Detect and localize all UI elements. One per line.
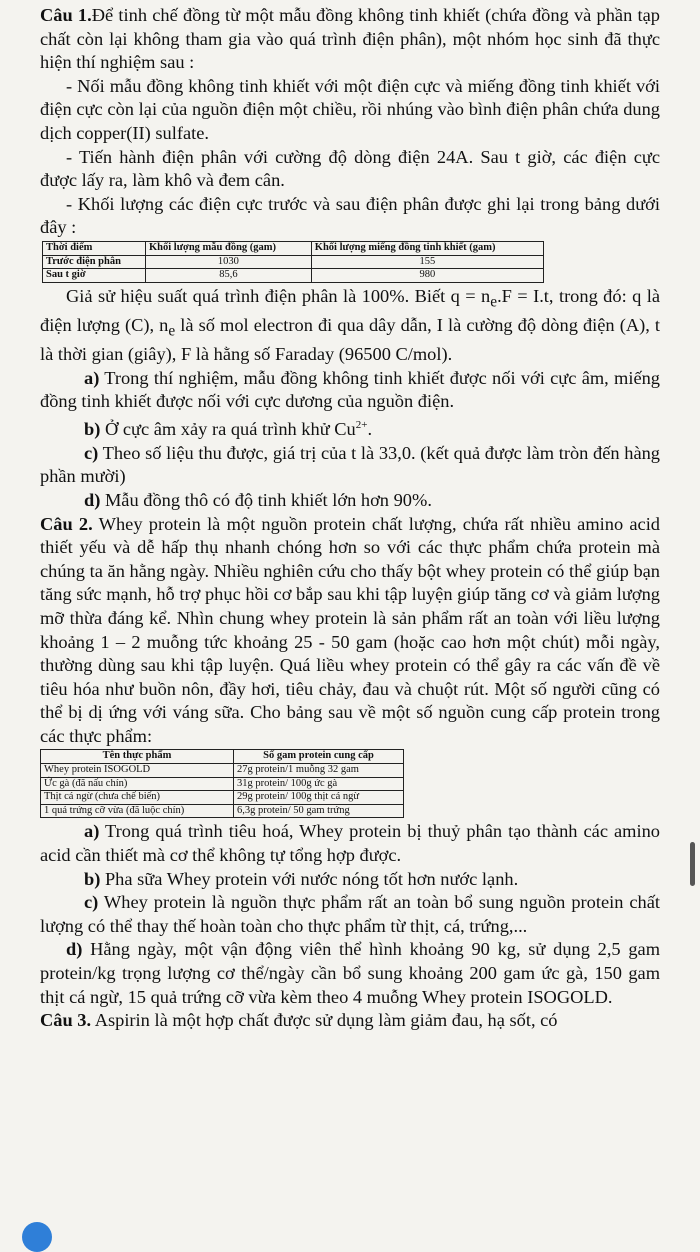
q1-title: Câu 1. — [40, 5, 92, 25]
q1-statement-b: b) Ở cực âm xảy ra quá trình khử $Cu^{2+}$. — [84, 419, 373, 440]
electrode-mass-table — [42, 241, 544, 283]
table-cell: Ức gà (đã nấu chín) — [41, 777, 234, 791]
table-row — [43, 269, 544, 283]
scrollbar-thumb[interactable] — [690, 842, 695, 886]
table-cell: Thịt cá ngừ (chưa chế biến) — [41, 791, 234, 805]
table-cell: Sau t giờ — [43, 269, 146, 283]
q2-title: Câu 2. — [40, 513, 93, 534]
table-cell: 31g protein/ 100g ức gà — [234, 777, 404, 791]
q1-step3: - Khối lượng các điện cực trước và sau điện phân được ghi lại trong bảng dưới đây : — [40, 193, 660, 238]
table-header-row — [41, 750, 404, 764]
table-cell: 1030 — [146, 255, 312, 269]
floating-button[interactable] — [22, 1222, 52, 1252]
table-row — [41, 777, 404, 791]
table-header-cell: Khối lượng mẫu đồng (gam) — [146, 241, 312, 255]
table-header-cell: Thời điểm — [43, 241, 146, 255]
q2-statement-c: c) Whey protein là nguồn thực phẩm rất an toàn bổ sung nguồn protein chất lượng có thể thay thế hoàn toàn cho thực phẩm từ thịt, cá, trứng,... — [40, 892, 660, 936]
table-header-cell: Số gam protein cung cấp — [234, 750, 404, 764]
table-cell: 155 — [311, 255, 543, 269]
table-cell: Trước điện phân — [43, 255, 146, 269]
table-cell: 29g protein/ 100g thịt cá ngừ — [234, 791, 404, 805]
table-row — [41, 791, 404, 805]
table-row — [41, 804, 404, 818]
q3-intro: Câu 3. Aspirin là một hợp chất được sử dụng làm giảm đau, hạ sốt, có — [40, 1010, 558, 1031]
q1-intro: Câu 1.Để tinh chế đồng từ một mẫu đồng không tinh khiết (chứa đồng và phần tạp chất còn lại không tham gia vào quá trình điện phân), một nhóm học sinh đã thực hiện thí nghiệm sau : — [40, 5, 660, 73]
table-cell: 85,6 — [146, 269, 312, 283]
q1-assumption: Giả sử hiệu suất quá trình điện phân là 100%. Biết $q = n_e.F = I.t$, trong đó: q là điện lượng (C), $n_e$ là số mol electron đi qua dây dẫn, I là cường độ dòng điện (A), t là thời gian (giây), F là hằng số Faraday (96500 C/mol). — [40, 285, 660, 365]
q1-statement-d: d) Mẫu đồng thô có độ tinh khiết lớn hơn 90%. — [84, 489, 432, 510]
faraday-formula: $q = n_e.F = I.t$, — [450, 285, 554, 311]
q2-statement-a: a) Trong quá trình tiêu hoá, Whey protein bị thuỷ phân tạo thành các amino acid cần thiết mà cơ thể không tự tổng hợp được. — [40, 821, 660, 866]
q3-title: Câu 3. — [40, 1010, 92, 1031]
table-cell: Whey protein ISOGOLD — [41, 764, 234, 778]
q1-statement-c: c) Theo số liệu thu được, giá trị của t là 33,0. (kết quả được làm tròn đến hàng phần mười) — [40, 442, 660, 487]
table-cell: 1 quả trứng cỡ vừa (đã luộc chín) — [41, 804, 234, 818]
table-cell: 27g protein/1 muỗng 32 gam — [234, 764, 404, 778]
table-cell: 6,3g protein/ 50 gam trứng — [234, 804, 404, 818]
table-cell: 980 — [311, 269, 543, 283]
table-row — [41, 764, 404, 778]
q1-statement-a: a) Trong thí nghiệm, mẫu đồng không tinh khiết được nối với cực âm, miếng đồng tinh khiết được nối với cực dương của nguồn điện. — [40, 367, 660, 412]
table-header-cell: Tên thực phẩm — [41, 750, 234, 764]
q2-statement-b: b) Pha sữa Whey protein với nước nóng tốt hơn nước lạnh. — [84, 868, 519, 889]
q2-intro: Câu 2. Whey protein là một nguồn protein chất lượng, chứa rất nhiều amino acid thiết yếu và dễ hấp thụ nhanh chóng hơn so với các thực phẩm chứa protein mà chúng ta ăn hằng ngày. Nhiều nghiên cứu cho thấy bột whey protein có thể giúp bạn tăng sức mạnh, hỗ trợ phục hồi cơ bắp sau khi tập luyện giúp tăng cơ và giảm lượng mỡ thừa đáng kể. Nhìn chung whey protein là sản phẩm rất an toàn với liều lượng khoảng 1 – 2 muỗng tức khoảng 25 - 50 gam (hoặc cao hơn một chút) mỗi ngày, thường dùng sau khi tập luyện. Quá liều whey protein có thể gây ra các vấn đề về tiêu hóa như buồn nôn, đầy hơi, tiêu chảy, đau và chuột rút. Một số người cũng có thể bị dị ứng với váng sữa. Cho bảng sau về một số nguồn cung cấp protein trong các thực phẩm: — [40, 513, 660, 746]
q1-step1: - Nối mẫu đồng không tinh khiết với một điện cực và miếng đồng tinh khiết với điện cực còn lại của nguồn điện một chiều, rồi nhúng vào bình điện phân chứa dung dịch copper(II) sulfate. — [40, 75, 660, 143]
protein-source-table — [40, 749, 404, 818]
q2-statement-d: d) Hằng ngày, một vận động viên thể hình khoảng 90 kg, sử dụng 2,5 gam protein/kg trọng lượng cơ thể/ngày cần bổ sung khoảng 200 gam ức gà, 150 gam thịt cá ngừ, 15 quả trứng cỡ vừa kèm theo 4 muỗng Whey protein ISOGOLD. — [40, 939, 660, 1007]
table-header-cell: Khối lượng miếng đồng tinh khiết (gam) — [311, 241, 543, 255]
q1-step2: - Tiến hành điện phân với cường độ dòng điện 24A. Sau t giờ, các điện cực được lấy ra, làm khô và đem cân. — [40, 146, 660, 191]
table-row — [43, 255, 544, 269]
table-header-row — [43, 241, 544, 255]
